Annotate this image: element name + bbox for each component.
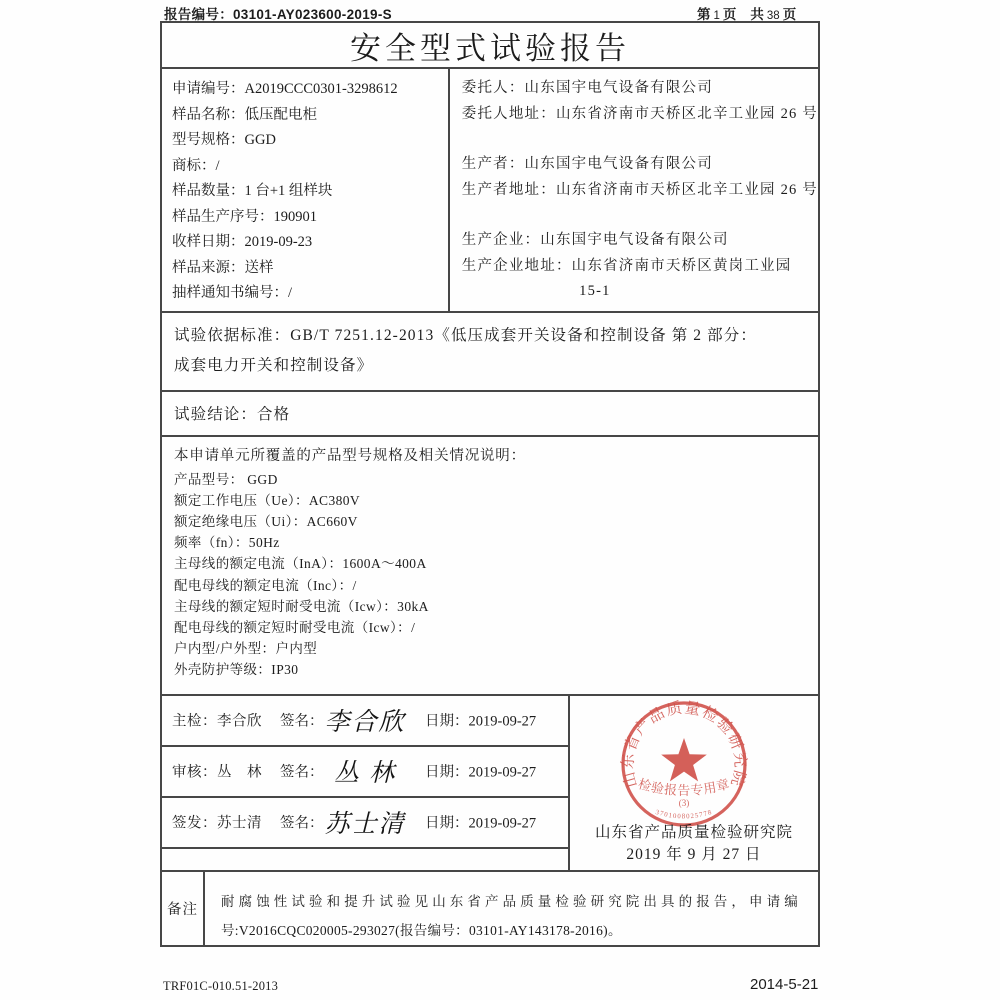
test-standard-section xyxy=(162,311,818,390)
handwritten-signature: 丛 林 xyxy=(333,760,397,788)
info-line: 样品生产序号：190901 xyxy=(172,208,317,225)
stamp-arc-text: 山东省产品质量检验研究院 xyxy=(619,699,749,790)
info-line: 抽样通知书编号：/ xyxy=(172,285,293,301)
product-spec-section xyxy=(162,435,818,694)
page-word: 页 xyxy=(722,7,737,22)
handwritten-signature: 李合欣 xyxy=(324,709,406,737)
info-line-continuation: 15-1 xyxy=(579,283,611,299)
spec-line: 配电母线的额定短时耐受电流（Icw）：/ xyxy=(174,620,416,636)
signature-date: 日期：2019-09-27 xyxy=(425,815,537,832)
svg-text:3701008025778 xyxy=(655,809,714,820)
info-line: 生产者地址：山东省济南市天桥区北辛工业园 26 号 xyxy=(461,181,818,198)
page-indicator xyxy=(697,3,796,23)
remark-line: 号:V2016CQC020005-293027(报告编号：03101-AY143178-2016)。 xyxy=(221,923,622,938)
signature-date: 日期：2019-09-27 xyxy=(425,764,537,781)
spec-line: 主母线的额定电流（InA）：1600A～400A xyxy=(174,556,427,572)
spec-line: 额定绝缘电压（Ui）：AC660V xyxy=(174,514,358,529)
info-line: 样品名称：低压配电柜 xyxy=(172,106,317,123)
info-line: 收样日期：2019-09-23 xyxy=(172,234,313,250)
info-line: 商标：/ xyxy=(172,157,220,174)
spec-line: 额定工作电压（Ue）：AC380V xyxy=(174,492,361,508)
test-conclusion-section xyxy=(162,390,818,435)
info-line: 样品来源：送样 xyxy=(172,259,274,276)
chief-inspector-row xyxy=(162,696,568,747)
official-stamp-cell xyxy=(570,696,818,870)
producer-group xyxy=(462,152,818,203)
role-and-name: 签发：苏士清 xyxy=(172,815,262,832)
handwritten-signature: 苏士清 xyxy=(324,811,406,839)
total-pages: 38 xyxy=(766,10,780,22)
reviewer-row xyxy=(162,747,568,798)
signature-label: 签名： xyxy=(280,764,324,781)
signature-rows xyxy=(162,696,570,870)
star-icon xyxy=(661,738,707,781)
role-and-name: 主检：李合欣 xyxy=(172,713,262,730)
page-word: 第 xyxy=(697,7,711,22)
issue-date: 2019 年 9 月 27 日 xyxy=(626,845,762,863)
total-word: 页 xyxy=(782,7,797,22)
conclusion-text: 试验结论：合格 xyxy=(174,406,291,424)
stamp-small-text: (3) xyxy=(678,797,690,808)
report-title: 安全型式试验报告 xyxy=(350,30,630,66)
info-line: 生产者：山东国宇电气设备有限公司 xyxy=(461,156,713,172)
spec-heading: 本申请单元所覆盖的产品型号规格及相关情况说明： xyxy=(174,447,526,464)
signature-filler xyxy=(162,849,568,870)
signature-section xyxy=(162,694,818,870)
total-word: 共 xyxy=(750,7,764,22)
spec-line: 频率（fn）：50Hz xyxy=(174,535,280,551)
report-number: 报告编号：03101-AY023600-2019-S xyxy=(164,7,392,22)
signature-label: 签名： xyxy=(280,815,324,832)
stamp-caption xyxy=(570,822,818,865)
signature-date: 日期：2019-09-27 xyxy=(425,713,537,730)
sample-info-section xyxy=(162,67,818,311)
remark-label: 备注 xyxy=(162,872,205,945)
standard-line: 成套电力开关和控制设备》 xyxy=(174,357,374,374)
spec-line: 主母线的额定短时耐受电流（Icw）：30kA xyxy=(174,598,429,614)
info-line: 申请编号：A2019CCC0301-3298612 xyxy=(172,81,398,97)
role-and-name: 审核：丛 林 xyxy=(172,764,262,781)
spec-line: 产品型号： GGD xyxy=(174,471,278,487)
party-info-right-cell xyxy=(450,69,818,311)
form-code: TRF01C-010.51-2013 xyxy=(163,979,279,993)
info-line: 生产企业地址：山东省济南市天桥区黄岗工业园 xyxy=(461,257,792,274)
consignor-group xyxy=(462,76,818,127)
spec-line: 配电母线的额定电流（Inc）：/ xyxy=(174,577,357,593)
remark-body xyxy=(205,872,818,945)
spec-line: 外壳防护等级：IP30 xyxy=(174,662,299,678)
standard-line: 试验依据标准：GB/T 7251.12-2013《低压成套开关设备和控制设备 第 2 部分： xyxy=(174,327,757,344)
sample-info-left-cell xyxy=(162,69,450,311)
svg-text:检验报告专用章 xyxy=(637,776,732,798)
info-line: 型号规格：GGD xyxy=(172,132,276,148)
remark-line: 耐腐蚀性试验和提升试验见山东省产品质量检验研究院出具的报告，申请编 xyxy=(221,894,802,909)
manufacturer-group xyxy=(462,228,818,305)
info-line: 委托人：山东国宇电气设备有限公司 xyxy=(461,80,713,96)
info-line: 委托人地址：山东省济南市天桥区北辛工业园 26 号 xyxy=(461,105,818,122)
info-line: 生产企业：山东国宇电气设备有限公司 xyxy=(461,232,729,248)
spec-line: 户内型/户外型：户内型 xyxy=(174,641,318,657)
remark-section xyxy=(162,870,818,945)
stamp-mid-text: 检验报告专用章 xyxy=(636,775,732,798)
issuing-organization: 山东省产品质量检验研究院 xyxy=(594,824,793,841)
signature-label: 签名： xyxy=(280,713,324,730)
info-line: 样品数量：1 台+1 组样块 xyxy=(172,183,333,199)
stamp-serial: 3701008025778 xyxy=(654,808,714,821)
page-number: 1 xyxy=(713,10,720,22)
issuer-row xyxy=(162,798,568,849)
form-date: 2014-5-21 xyxy=(750,976,819,993)
report-table xyxy=(160,21,820,947)
